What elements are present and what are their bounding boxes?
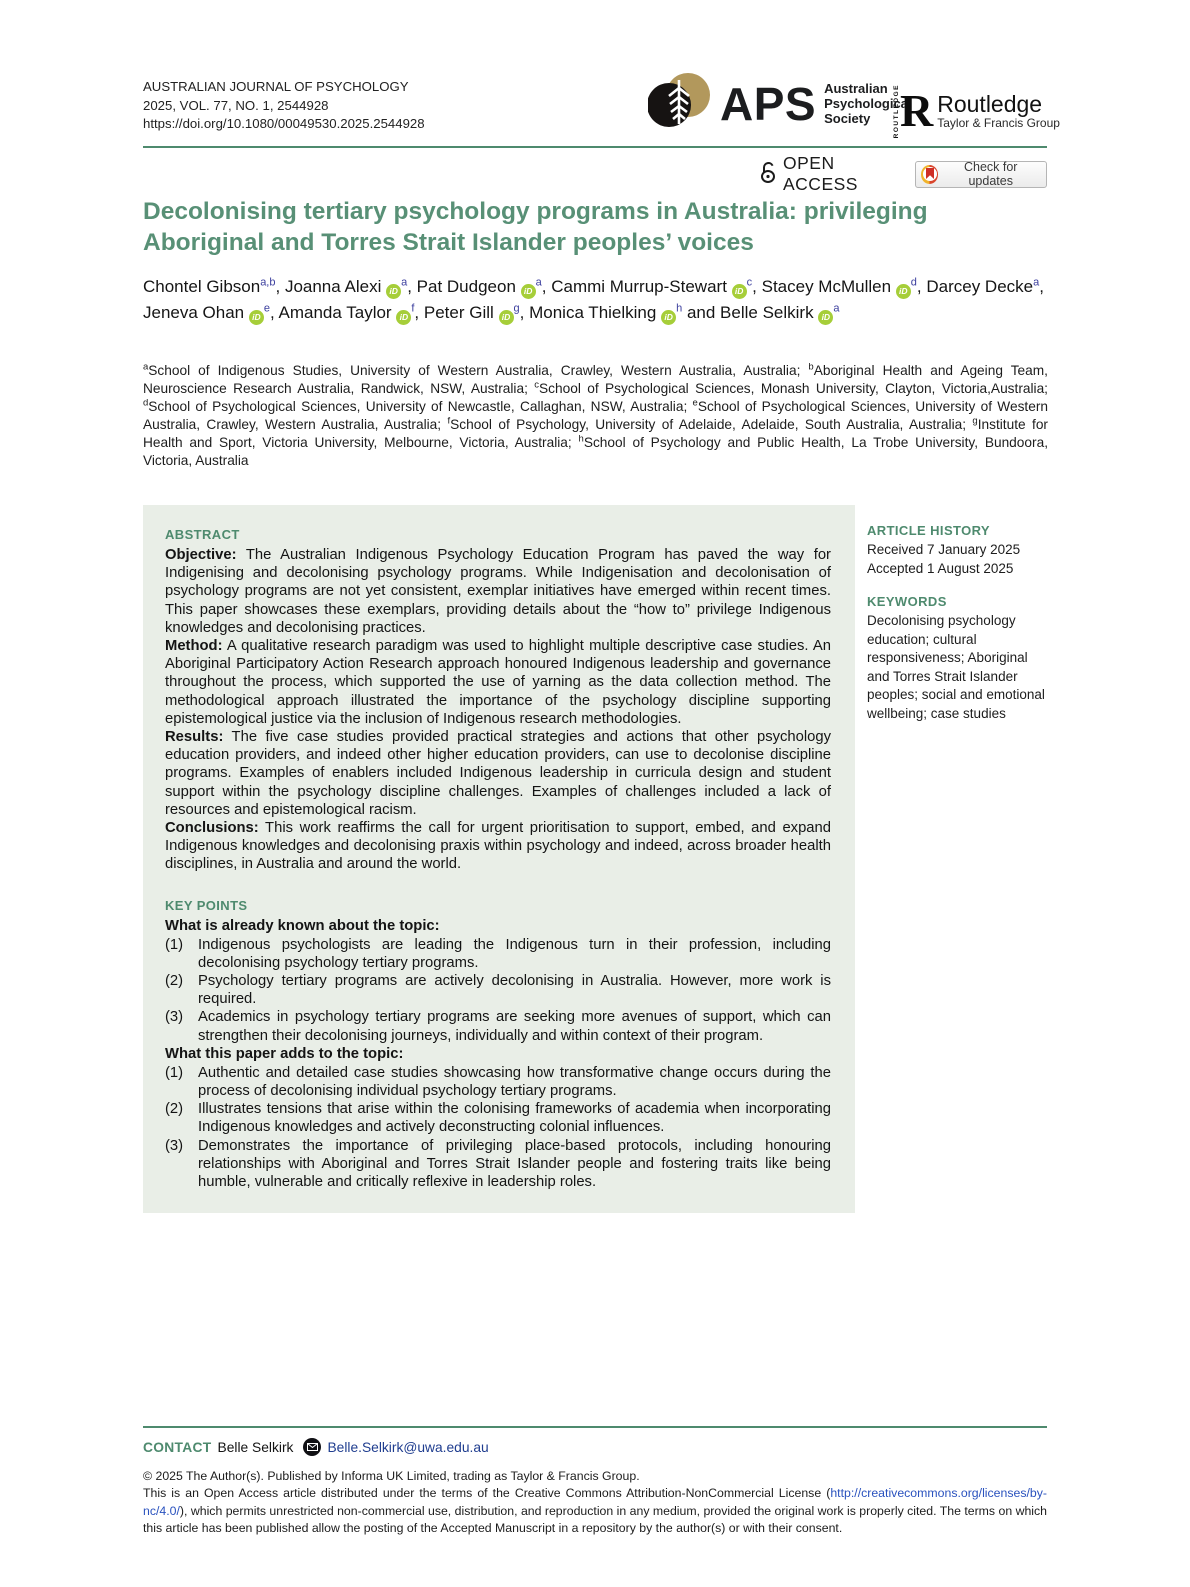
affiliation-sup: e <box>692 397 698 409</box>
abstract-box <box>143 505 855 1213</box>
affiliation-sup: d <box>143 397 149 409</box>
abstract-section: Method: A qualitative research paradigm was used to highlight multiple descriptive case studies. An Aboriginal Participatory Action Research approach honoured Indigenous leadership and governance throughout the process, which supported the use of yarning as the data collection method. The methodological approach illustrated the importance of the psychology discipline supporting epistemological justice via the inclusion of Indigenous research methodologies. <box>165 638 831 727</box>
article-title: Decolonising tertiary psychology programs in Australia: privileging Aboriginal and Torres Strait Islander peoples’ voices <box>143 198 928 256</box>
routledge-name: Routledge <box>937 91 1043 118</box>
routledge-text <box>937 92 1060 130</box>
contact-line <box>143 1438 1047 1456</box>
key-point-item: (2) Psychology tertiary programs are actively decolonising in Australia. However, more work is required. <box>165 973 831 1008</box>
abstract-section: Objective: The Australian Indigenous Psychology Education Program has paved the way for Indigenising and decolonising psychology programs. While Indigenisation and decolonisation of psychology programs are not yet consistent, exemplar initiatives have emerged within recent times. This paper showcases these exemplars, providing details about the “how to” privilege Indigenous knowledges and decolonising practices. <box>165 547 831 636</box>
article-history-line: Received 7 January 2025 <box>867 542 1021 557</box>
abstract-section-label: Objective: <box>165 547 237 563</box>
orcid-icon[interactable]: iD <box>896 284 911 299</box>
author-affiliation-sup: a <box>1033 276 1040 289</box>
journal-issue: 2025, VOL. 77, NO. 1, 2544928 <box>143 97 329 113</box>
license-text-pre: This is an Open Access article distributed under the terms of the Creative Commons Attribution-NonCommercial License ( <box>143 1486 831 1501</box>
orcid-icon[interactable]: iD <box>386 284 401 299</box>
author: Peter Gill $iD^g$ <box>424 303 520 322</box>
copyright-line: © 2025 The Author(s). Published by Informa UK Limited, trading as Taylor & Francis Group. <box>143 1469 640 1483</box>
header-divider <box>143 146 1047 148</box>
routledge-mark-icon <box>893 84 933 138</box>
email-icon <box>303 1438 321 1456</box>
author-affiliation-sup: a <box>401 276 408 289</box>
author-affiliation-sup: f <box>411 302 415 315</box>
main-content <box>143 505 1048 1213</box>
key-point-item: (1) Indigenous psychologists are leading the Indigenous turn in their profession, including decolonising psychology tertiary programs. <box>165 936 831 971</box>
author: Cammi Murrup-Stewart $iD^c$ <box>551 277 752 296</box>
key-point-number: (1) <box>165 1064 184 1081</box>
affiliation-sup: h <box>578 433 584 445</box>
key-point-item: (2) Illustrates tensions that arise within the colonising frameworks of academia when incorporating Indigenous knowledges and actively deconstructing colonial influences. <box>165 1101 831 1136</box>
footer-divider <box>143 1426 1047 1428</box>
keywords-heading: KEYWORDS <box>867 594 947 609</box>
aps-leaf-icon <box>648 72 712 135</box>
article-history-lines <box>867 541 1048 578</box>
key-points-subheading: What is already known about the topic: <box>165 917 440 934</box>
journal-name: AUSTRALIAN JOURNAL OF PSYCHOLOGY <box>143 79 409 94</box>
key-points-body <box>165 917 831 1192</box>
contact-email-link[interactable]: Belle.Selkirk@uwa.edu.au <box>327 1439 489 1455</box>
author-affiliation-sup: c <box>746 276 753 289</box>
author-affiliation-sup: a,b <box>260 276 276 289</box>
key-point-item: (3) Academics in psychology tertiary programs are seeking more avenues of support, which can strengthen their decolonising journeys, individually and within context of their program. <box>165 1009 831 1044</box>
orcid-icon[interactable]: iD <box>396 310 411 325</box>
routledge-logo <box>893 84 1060 138</box>
key-point-item: (1) Authentic and detailed case studies showcasing how transformative change occurs during the process of decolonising individual psychology tertiary programs. <box>165 1064 831 1100</box>
license-text-post: ), which permits unrestricted non-commercial use, distribution, and reproduction in any medium, provided the original work is properly cited. The terms on which this article has been published allow the posting of the Accepted Manuscript in a repository by the author(s) or with their consent. <box>143 1503 1048 1535</box>
keywords-text: Decolonising psychology education; cultural responsiveness; Aboriginal and Torres Strait Islander peoples; social and emotional wellbeing; case studies <box>867 613 1045 721</box>
key-point-number: (2) <box>165 973 184 990</box>
abstract-section-label: Method: <box>165 638 223 655</box>
article-sidebar <box>867 505 1048 1213</box>
abstract-heading: ABSTRACT <box>165 527 240 542</box>
affiliation-sup: f <box>447 415 451 427</box>
aps-name-line2: Psychological <box>824 96 912 111</box>
orcid-icon[interactable]: iD <box>818 310 833 325</box>
article-history-line: Accepted 1 August 2025 <box>867 560 1014 576</box>
key-point-number: (1) <box>165 936 184 953</box>
key-point-number: (2) <box>165 1101 184 1118</box>
author-affiliation-sup: g <box>513 302 520 315</box>
author: Joanna Alexi $iD^a$ <box>285 277 407 296</box>
contact-label: CONTACT <box>143 1439 212 1455</box>
author: Jeneva Ohan $iD^e$ <box>143 303 270 322</box>
article-history-heading: ARTICLE HISTORY <box>867 523 991 538</box>
open-access-label: OPEN ACCESS <box>783 153 858 194</box>
orcid-icon[interactable]: iD <box>732 284 747 299</box>
author-affiliation-sup: a <box>535 276 542 289</box>
author-affiliation-sup: e <box>263 302 270 315</box>
author: and Belle Selkirk $iD^a$ <box>687 303 839 322</box>
orcid-icon[interactable]: iD <box>499 310 514 325</box>
aps-name-line1: Australian <box>824 81 888 96</box>
aps-acronym: APS <box>720 77 817 130</box>
crossmark-icon <box>921 165 938 184</box>
author-list: Chontel Gibson$^{a,b}$, Joanna Alexi $iD^a$, Pat Dudgeon $iD^a$, Cammi Murrup-Stewart $iD^c$, Stacey McMullen $iD^d$, Darcey Decke$^a$, Jeneva Ohan $iD^e$, Amanda Taylor $iD^f$, Peter Gill $iD^g$, Monica Thielking $iD^h$ and Belle Selkirk $iD^a$ <box>143 274 1048 326</box>
affiliation-sup: c <box>534 379 540 391</box>
contact-name: Belle Selkirk <box>217 1439 294 1455</box>
abstract-section-label: Conclusions: <box>165 820 259 837</box>
author: Amanda Taylor $iD^f$ <box>279 303 415 322</box>
author-affiliation-sup: a <box>833 302 840 315</box>
aps-logo <box>648 72 912 135</box>
author: Pat Dudgeon $iD^a$ <box>417 277 542 296</box>
key-points-heading: KEY POINTS <box>165 897 248 913</box>
abstract-section: Results: The five case studies provided practical strategies and actions that other psychology education providers, and indeed other higher education providers, can use to decolonise discipline programs. Examples of enablers included Indigenous leadership in curricula design and student support within the psychology discipline challenges. Examples of challenges included a lack of resources and epistemological racism. <box>165 729 831 818</box>
key-point-number: (3) <box>165 1137 184 1154</box>
open-access-badge <box>760 153 901 195</box>
routledge-r: R <box>900 85 934 137</box>
copyright-block <box>143 1468 1047 1537</box>
open-lock-icon <box>760 161 776 188</box>
affiliation-sup: g <box>972 415 978 427</box>
author: Stacey McMullen $iD^d$ <box>762 277 917 296</box>
access-row <box>760 153 1047 195</box>
affiliations: $^a$School of Indigenous Studies, University of Western Australia, Crawley, Western Australia, Australia; $^b$Aboriginal Health and Ageing Team, Neuroscience Research Australia, Randwick, NSW, Australia; $^c$School of Psychological Sciences, Monash University, Clayton, Victoria,Australia; $^d$School of Psychological Sciences, University of Newcastle, Callaghan, NSW, Australia; $^e$School of Psychological Sciences, University of Western Australia, Crawley, Western Australia, Australia; $^f$School of Psychology, University of Adelaide, Adelaide, South Australia, Australia; $^g$Institute for Health and Sport, Victoria University, Melbourne, Victoria, Australia; $^h$School of Psychology and Public Health, La Trobe University, Bundoora, Victoria, Australia <box>143 361 1048 468</box>
abstract-text <box>165 546 831 874</box>
affiliation-sup: b <box>808 361 814 373</box>
abstract-section: Conclusions: This work reaffirms the call for urgent prioritisation to support, embed, and expand Indigenous knowledges and decolonising praxis within psychology and indeed, across broader health disciplines, in Australia and around the world. <box>165 820 831 873</box>
check-for-updates-button[interactable] <box>915 161 1047 188</box>
orcid-icon[interactable]: iD <box>661 310 676 325</box>
routledge-subtitle: Taylor & Francis Group <box>937 116 1060 131</box>
routledge-vertical-text: ROUTLEDGE <box>893 84 900 139</box>
key-points <box>165 898 831 1192</box>
journal-info <box>143 78 425 134</box>
key-point-number: (3) <box>165 1009 184 1026</box>
affiliation-sup: a <box>143 361 149 373</box>
author: Darcey Decke$^a$ <box>926 276 1040 296</box>
key-point-item: (3) Demonstrates the importance of privileging place-based protocols, including honouring relationships with Aboriginal and Torres Strait Islander people and fostering traits like being humble, vulnerable and critically reflexive in leadership roles. <box>165 1137 831 1191</box>
author: Chontel Gibson$^{a,b}$ <box>143 276 276 296</box>
key-points-subheading: What this paper adds to the topic: <box>165 1045 404 1062</box>
author-affiliation-sup: h <box>676 302 683 315</box>
author: Monica Thielking $iD^h$ <box>529 303 682 322</box>
journal-doi[interactable]: https://doi.org/10.1080/00049530.2025.2544928 <box>143 116 425 131</box>
check-for-updates-label: Check for updates <box>963 160 1018 188</box>
aps-name-line3: Society <box>824 111 871 126</box>
orcid-icon[interactable]: iD <box>249 310 264 325</box>
abstract-section-label: Results: <box>165 729 224 746</box>
license-paragraph <box>143 1485 1047 1537</box>
orcid-icon[interactable]: iD <box>521 284 536 299</box>
author-affiliation-sup: d <box>910 276 917 289</box>
license-url-link[interactable]: http://creativecommons.org/licenses/by-nc/4.0/ <box>143 1486 1047 1518</box>
